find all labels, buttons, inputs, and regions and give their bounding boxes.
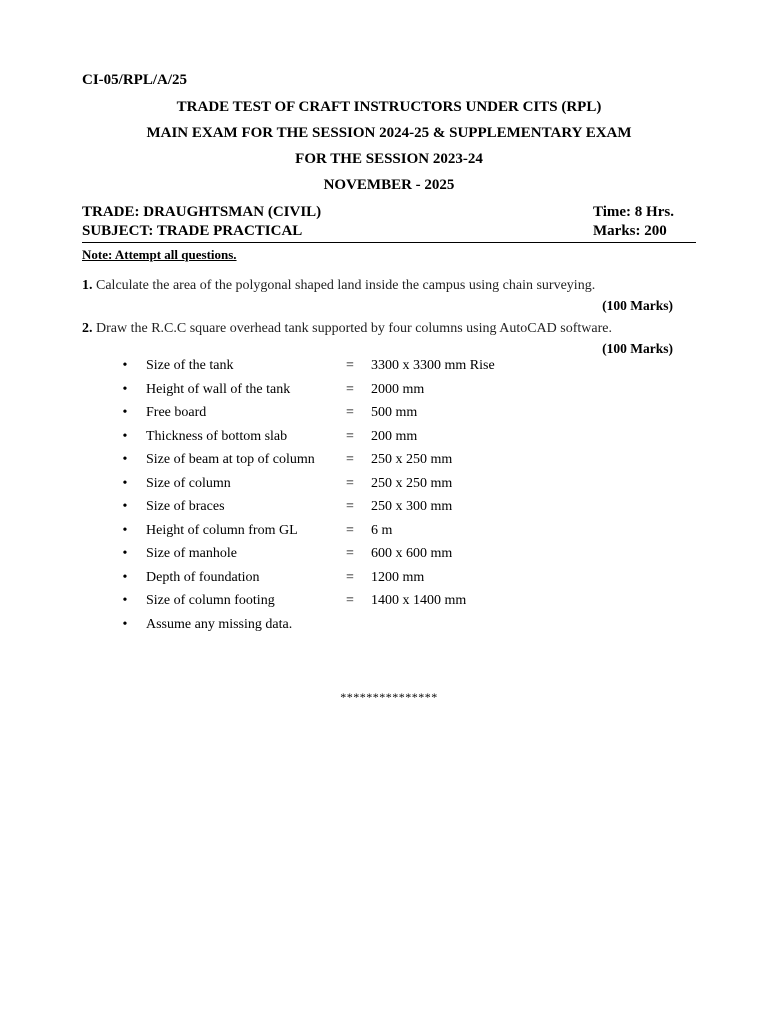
spec-equals: =: [346, 546, 354, 561]
spec-item: [120, 358, 520, 382]
header-divider: [82, 242, 696, 243]
spec-label: Height of wall of the tank: [146, 381, 291, 397]
spec-label: Assume any missing data.: [146, 616, 293, 632]
spec-equals: =: [346, 358, 354, 373]
spec-equals: =: [346, 452, 354, 467]
bullet-icon: •: [122, 499, 128, 514]
question-1-marks: (100 Marks): [602, 298, 673, 313]
bullet-icon: •: [122, 358, 128, 373]
bullet-icon: •: [122, 546, 128, 561]
spec-label: Depth of foundation: [146, 569, 260, 585]
document-code: CI-05/RPL/A/25: [82, 72, 187, 88]
spec-label: Size of column footing: [146, 593, 275, 608]
spec-item: [120, 499, 520, 523]
spec-label: Size of beam at top of column: [146, 452, 315, 467]
spec-value: 250 x 250 mm: [371, 452, 453, 467]
spec-label: Height of column from GL: [146, 522, 298, 538]
spec-value: 600 x 600 mm: [371, 546, 453, 561]
bullet-icon: •: [122, 593, 128, 608]
instructions-note: Note: Attempt all questions.: [82, 247, 237, 262]
spec-value: 200 mm: [371, 428, 418, 444]
spec-value: 250 x 300 mm: [371, 499, 453, 514]
heading-line-4: NOVEMBER - 2025: [323, 177, 455, 193]
heading-line-2: MAIN EXAM FOR THE SESSION 2024-25 & SUPPLEMENTARY EXAM: [146, 125, 632, 141]
bullet-icon: •: [122, 569, 128, 585]
spec-label: Free board: [146, 405, 207, 420]
bullet-icon: •: [122, 381, 128, 397]
spec-label: Thickness of bottom slab: [146, 428, 288, 444]
spec-item: [120, 405, 520, 429]
spec-item: [120, 546, 520, 570]
spec-label: Size of column: [146, 475, 231, 491]
question-number: 2.: [82, 321, 93, 336]
end-marker: ***************: [340, 690, 438, 704]
question-2: [82, 321, 612, 337]
spec-label: Size of the tank: [146, 358, 234, 373]
spec-value: 3300 x 3300 mm Rise: [371, 358, 495, 373]
heading-line-1: TRADE TEST OF CRAFT INSTRUCTORS UNDER CITS (RPL): [176, 99, 602, 115]
marks-label: Marks: 200: [593, 223, 667, 239]
spec-item: [120, 593, 520, 617]
trade-label: TRADE: DRAUGHTSMAN (CIVIL): [82, 204, 322, 220]
spec-equals: =: [346, 381, 354, 397]
spec-equals: =: [346, 522, 354, 538]
spec-item: [120, 429, 520, 453]
spec-value: 250 x 250 mm: [371, 475, 453, 491]
spec-item: [120, 617, 520, 641]
tank-specifications-list: [120, 358, 520, 640]
spec-label: Size of manhole: [146, 546, 237, 561]
spec-item: [120, 570, 520, 594]
bullet-icon: •: [122, 452, 128, 467]
spec-equals: =: [346, 593, 354, 608]
question-number: 1.: [82, 278, 93, 293]
question-1: [82, 278, 595, 294]
bullet-icon: •: [122, 405, 128, 420]
spec-value: 1400 x 1400 mm: [371, 593, 467, 608]
spec-item: [120, 382, 520, 406]
spec-value: 1200 mm: [371, 569, 425, 585]
subject-label: SUBJECT: TRADE PRACTICAL: [82, 223, 303, 239]
spec-item: [120, 452, 520, 476]
bullet-icon: •: [122, 522, 128, 538]
question-text: Calculate the area of the polygonal shaped land inside the campus using chain surveying.: [96, 278, 596, 293]
heading-line-3: FOR THE SESSION 2023-24: [295, 151, 483, 167]
bullet-icon: •: [122, 616, 128, 632]
question-2-marks: (100 Marks): [602, 341, 673, 356]
bullet-icon: •: [122, 475, 128, 491]
spec-equals: =: [346, 428, 354, 444]
spec-value: 500 mm: [371, 405, 418, 420]
spec-item: [120, 476, 520, 500]
spec-value: 2000 mm: [371, 381, 425, 397]
spec-equals: =: [346, 499, 354, 514]
time-label: Time: 8 Hrs.: [593, 204, 674, 220]
spec-label: Size of braces: [146, 499, 225, 514]
bullet-icon: •: [122, 428, 128, 444]
spec-value: 6 m: [371, 522, 393, 538]
spec-equals: =: [346, 405, 354, 420]
question-text: Draw the R.C.C square overhead tank supported by four columns using AutoCAD software.: [96, 321, 612, 336]
spec-equals: =: [346, 569, 354, 585]
spec-item: [120, 523, 520, 547]
spec-equals: =: [346, 475, 354, 491]
